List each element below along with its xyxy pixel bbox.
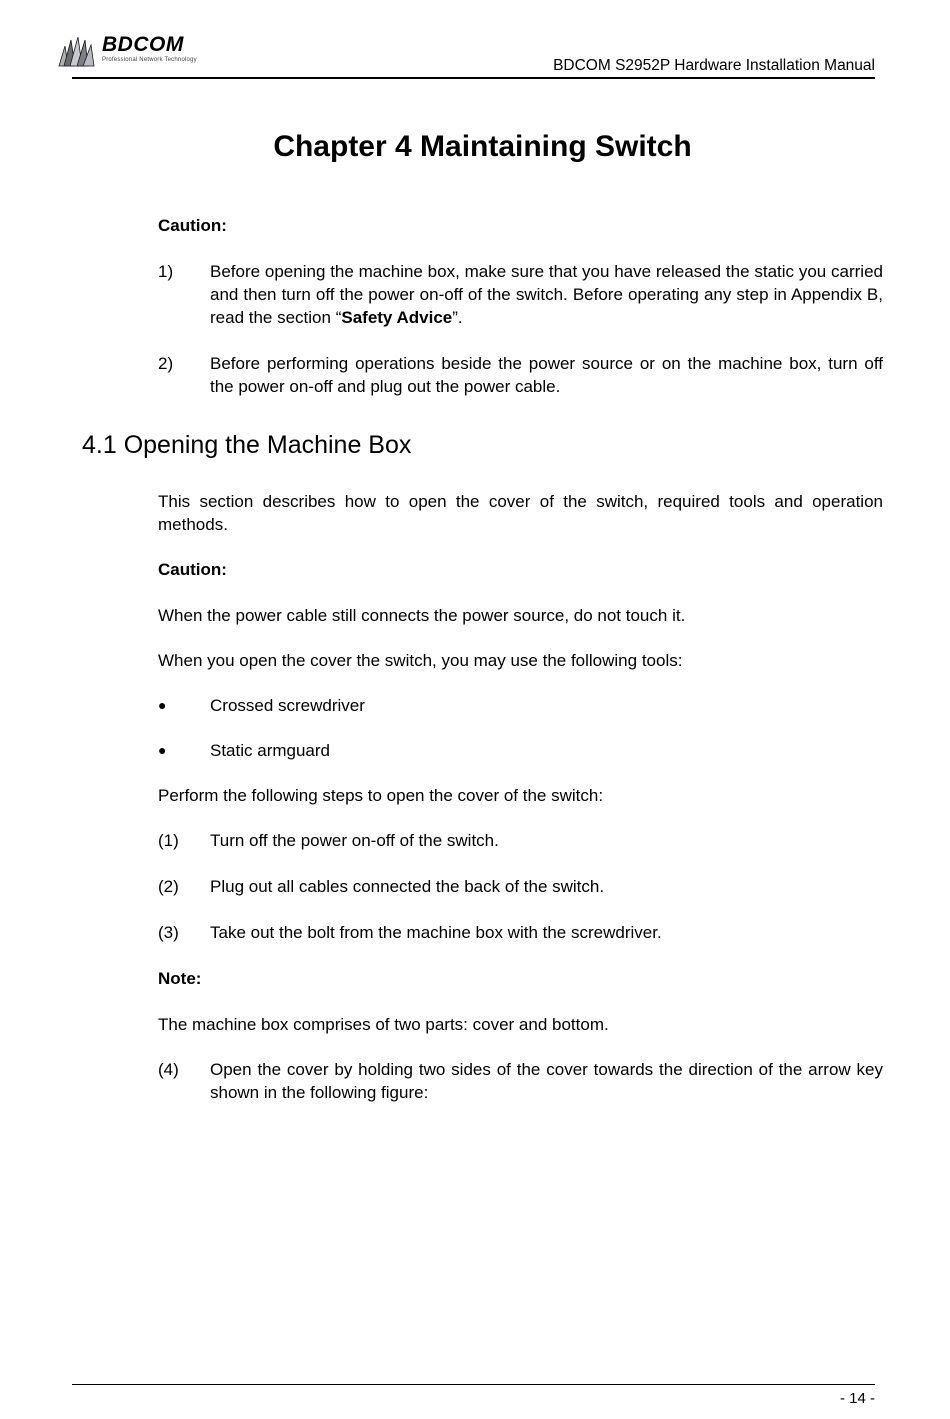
step-number: (3) — [158, 923, 179, 942]
page-number: - 14 - — [839, 1390, 875, 1407]
caution-item-1-bold: Safety Advice — [341, 308, 453, 327]
bullet-icon: ● — [158, 697, 167, 713]
logo-tagline: Professional Network Technology — [102, 57, 197, 63]
caution-text: When the power cable still connects the power source, do not touch it. — [158, 606, 686, 625]
list-item-text — [210, 260, 883, 329]
caution-item-2 — [158, 352, 883, 398]
list-item-number: 1) — [158, 262, 174, 281]
step-number: (1) — [158, 831, 179, 850]
step-item-1 — [158, 829, 883, 852]
step-item-3 — [158, 921, 883, 944]
footer-rule — [72, 1384, 875, 1385]
tool-item-1 — [158, 694, 883, 717]
step-text: Turn off the power on-off of the switch. — [210, 831, 499, 850]
caution-item-1-text-before: Before opening the machine box, make sure that you have released the static you carried and then turn off the power on-off of the switch. Before operating any step in Appendix B, read the section “ — [210, 262, 883, 327]
list-item-number: 2) — [158, 354, 174, 373]
tool-item-text: Static armguard — [210, 741, 330, 760]
step-item-2 — [158, 875, 883, 898]
bdcom-logo-icon — [58, 36, 98, 68]
chapter-title: Chapter 4 Maintaining Switch — [273, 130, 692, 163]
steps-intro: Perform the following steps to open the cover of the switch: — [158, 786, 604, 805]
doc-title: BDCOM S2952P Hardware Installation Manual — [553, 57, 875, 74]
caution-label: Caution: — [158, 216, 227, 235]
caution-label-2: Caution: — [158, 560, 227, 579]
tool-item-text: Crossed screwdriver — [210, 696, 365, 715]
header-rule — [72, 77, 875, 79]
step-text: Take out the bolt from the machine box with the screwdriver. — [210, 923, 662, 942]
page-content — [82, 88, 883, 1127]
section-intro: This section describes how to open the cover of the switch, required tools and operation methods. — [158, 492, 883, 534]
bdcom-logo — [58, 34, 197, 68]
note-label: Note: — [158, 969, 202, 988]
tools-intro: When you open the cover the switch, you may use the following tools: — [158, 651, 683, 670]
caution-item-1 — [158, 260, 883, 329]
logo-brand: BDCOM — [102, 33, 184, 56]
step-number: (2) — [158, 877, 179, 896]
tool-item-2 — [158, 739, 883, 762]
caution-item-1-text-after: ”. — [452, 308, 463, 327]
bullet-icon: ● — [158, 742, 167, 758]
logo-text — [102, 34, 197, 63]
note-text: The machine box comprises of two parts: cover and bottom. — [158, 1015, 609, 1034]
section-heading: 4.1 Opening the Machine Box — [82, 431, 412, 459]
step-number: (4) — [158, 1060, 179, 1079]
step-item-4 — [158, 1058, 883, 1104]
list-item-text: Before performing operations beside the power source or on the machine box, turn off the power on-off and plug out the power cable. — [210, 354, 883, 396]
step-text: Open the cover by holding two sides of the cover towards the direction of the arrow key shown in the following figure: — [210, 1060, 883, 1102]
step-text: Plug out all cables connected the back of the switch. — [210, 877, 605, 896]
